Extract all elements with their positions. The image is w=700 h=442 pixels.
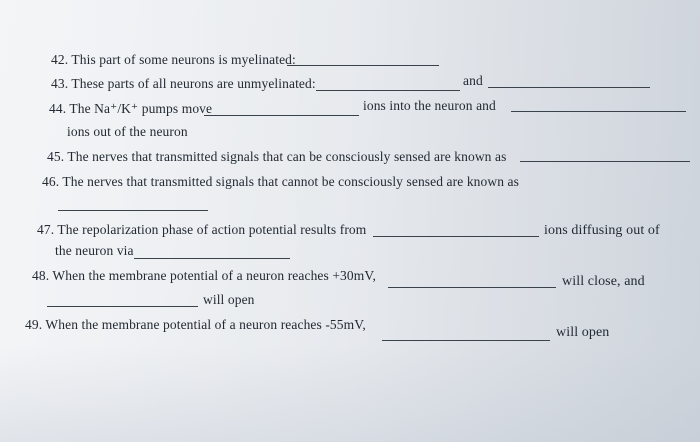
q44-answer-blank-2[interactable]: [511, 111, 686, 112]
question-46: 46. The nerves that transmitted signals that cannot be consciously sensed are known as: [42, 174, 519, 189]
q44-answer-blank-1[interactable]: [204, 115, 359, 116]
question-47-part-a: 47. The repolarization phase of action potential results from: [37, 222, 367, 237]
q42-answer-blank[interactable]: [287, 65, 439, 66]
question-44-part-a: 44. The Na⁺/K⁺ pumps move: [49, 101, 213, 116]
q43-answer-blank-1[interactable]: [316, 90, 460, 91]
question-48-part-a: 48. When the membrane potential of a neuron reaches +30mV,: [32, 268, 376, 283]
q43-connector: and: [463, 73, 483, 88]
question-43: 43. These parts of all neurons are unmyelinated:: [51, 76, 316, 91]
q48-answer-blank-1[interactable]: [388, 287, 556, 288]
question-49-part-b: will open: [556, 325, 610, 340]
q49-answer-blank[interactable]: [382, 340, 550, 341]
q47-answer-blank-1[interactable]: [373, 236, 539, 237]
question-47-part-c: the neuron via: [55, 243, 134, 258]
question-45: 45. The nerves that transmitted signals that can be consciously sensed are known as: [47, 149, 507, 164]
q47-answer-blank-2[interactable]: [134, 258, 290, 259]
q48-answer-blank-2[interactable]: [47, 306, 198, 307]
question-47-part-b: ions diffusing out of: [544, 223, 660, 238]
question-49-part-a: 49. When the membrane potential of a neuron reaches -55mV,: [25, 317, 366, 332]
q43-answer-blank-2[interactable]: [488, 87, 650, 88]
q45-answer-blank[interactable]: [520, 161, 690, 162]
q46-answer-blank[interactable]: [58, 210, 208, 211]
question-44-part-b: ions into the neuron and: [363, 98, 496, 113]
question-48-part-c: will open: [203, 292, 255, 307]
question-48-part-b: will close, and: [562, 274, 645, 289]
question-44-part-c: ions out of the neuron: [67, 124, 188, 139]
question-42: 42. This part of some neurons is myelinated:: [51, 52, 296, 67]
